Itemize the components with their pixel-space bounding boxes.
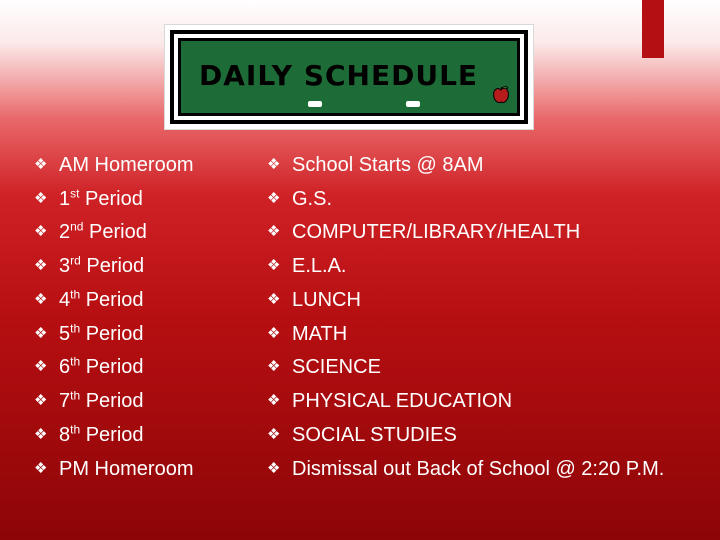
period-name: AM Homeroom <box>59 154 194 176</box>
schedule-row <box>0 418 720 452</box>
chalkboard-outer <box>170 30 528 124</box>
period-name: 6 <box>59 356 71 378</box>
period-label <box>59 389 144 413</box>
diamond-bullet-icon: ❖ <box>267 358 281 375</box>
daily-schedule-header <box>164 24 534 130</box>
period-label <box>59 220 147 244</box>
period-word: Period <box>80 356 144 378</box>
chalkboard-surface <box>178 38 520 116</box>
chalk-piece <box>406 101 420 107</box>
activity-label: SCIENCE <box>292 356 381 378</box>
period-label <box>59 187 143 211</box>
diamond-bullet-icon: ❖ <box>34 291 48 308</box>
period-label <box>59 457 193 481</box>
activity-label: School Starts @ 8AM <box>292 154 484 176</box>
diamond-bullet-icon: ❖ <box>267 460 281 477</box>
diamond-bullet-icon: ❖ <box>34 325 48 342</box>
period-name: 1 <box>59 188 71 210</box>
period-word: Period <box>80 255 145 277</box>
diamond-bullet-icon: ❖ <box>34 223 48 240</box>
schedule-row <box>0 283 720 317</box>
page-title: DAILY SCHEDULE <box>199 59 479 92</box>
diamond-bullet-icon: ❖ <box>34 426 48 443</box>
period-word: Period <box>80 289 144 311</box>
schedule-row <box>0 249 720 283</box>
period-word: Period <box>80 323 144 345</box>
diamond-bullet-icon: ❖ <box>267 392 281 409</box>
ordinal-suffix: th <box>70 287 81 302</box>
period-name: PM Homeroom <box>59 458 194 480</box>
schedule-row <box>0 148 720 182</box>
ordinal-suffix: rd <box>70 253 81 268</box>
ordinal-suffix: th <box>70 388 81 403</box>
ordinal-suffix: th <box>70 321 81 336</box>
diamond-bullet-icon: ❖ <box>267 190 281 207</box>
period-word: Period <box>83 221 147 243</box>
schedule-row <box>0 215 720 249</box>
diamond-bullet-icon: ❖ <box>34 257 48 274</box>
diamond-bullet-icon: ❖ <box>267 325 281 342</box>
diamond-bullet-icon: ❖ <box>267 426 281 443</box>
period-label <box>59 254 144 278</box>
diamond-bullet-icon: ❖ <box>34 358 48 375</box>
period-name: 5 <box>59 323 71 345</box>
schedule-row <box>0 182 720 216</box>
period-name: 4 <box>59 289 71 311</box>
diamond-bullet-icon: ❖ <box>267 156 281 173</box>
chalk-piece <box>308 101 322 107</box>
activity-label: MATH <box>292 323 348 345</box>
schedule-row <box>0 384 720 418</box>
schedule-row <box>0 350 720 384</box>
diamond-bullet-icon: ❖ <box>34 392 48 409</box>
schedule-row <box>0 452 720 486</box>
ordinal-suffix: nd <box>70 219 84 234</box>
activity-label: Dismissal out Back of School @ 2:20 P.M. <box>292 458 665 480</box>
activity-label: LUNCH <box>292 289 361 311</box>
period-name: 8 <box>59 424 71 446</box>
diamond-bullet-icon: ❖ <box>267 257 281 274</box>
diamond-bullet-icon: ❖ <box>267 223 281 240</box>
ordinal-suffix: st <box>70 186 80 201</box>
diamond-bullet-icon: ❖ <box>34 460 48 477</box>
activity-label: G.S. <box>292 188 333 210</box>
period-name: 3 <box>59 255 71 277</box>
apple-icon <box>491 86 511 106</box>
period-word: Period <box>80 424 144 446</box>
activity-label: PHYSICAL EDUCATION <box>292 390 513 412</box>
period-label <box>59 355 144 379</box>
ordinal-suffix: th <box>70 354 81 369</box>
chalkboard-inner <box>174 34 524 120</box>
period-label <box>59 423 144 447</box>
top-decorative-band <box>642 0 664 58</box>
period-label <box>59 153 193 177</box>
period-word: Period <box>79 188 143 210</box>
ordinal-suffix: th <box>70 422 81 437</box>
period-label <box>59 288 144 312</box>
diamond-bullet-icon: ❖ <box>267 291 281 308</box>
activity-label: COMPUTER/LIBRARY/HEALTH <box>292 221 581 243</box>
diamond-bullet-icon: ❖ <box>34 156 48 173</box>
diamond-bullet-icon: ❖ <box>34 190 48 207</box>
activity-label: SOCIAL STUDIES <box>292 424 457 446</box>
period-name: 2 <box>59 221 71 243</box>
period-word: Period <box>80 390 144 412</box>
schedule-row <box>0 317 720 351</box>
period-name: 7 <box>59 390 71 412</box>
period-label <box>59 322 144 346</box>
activity-label: E.L.A. <box>292 255 347 277</box>
